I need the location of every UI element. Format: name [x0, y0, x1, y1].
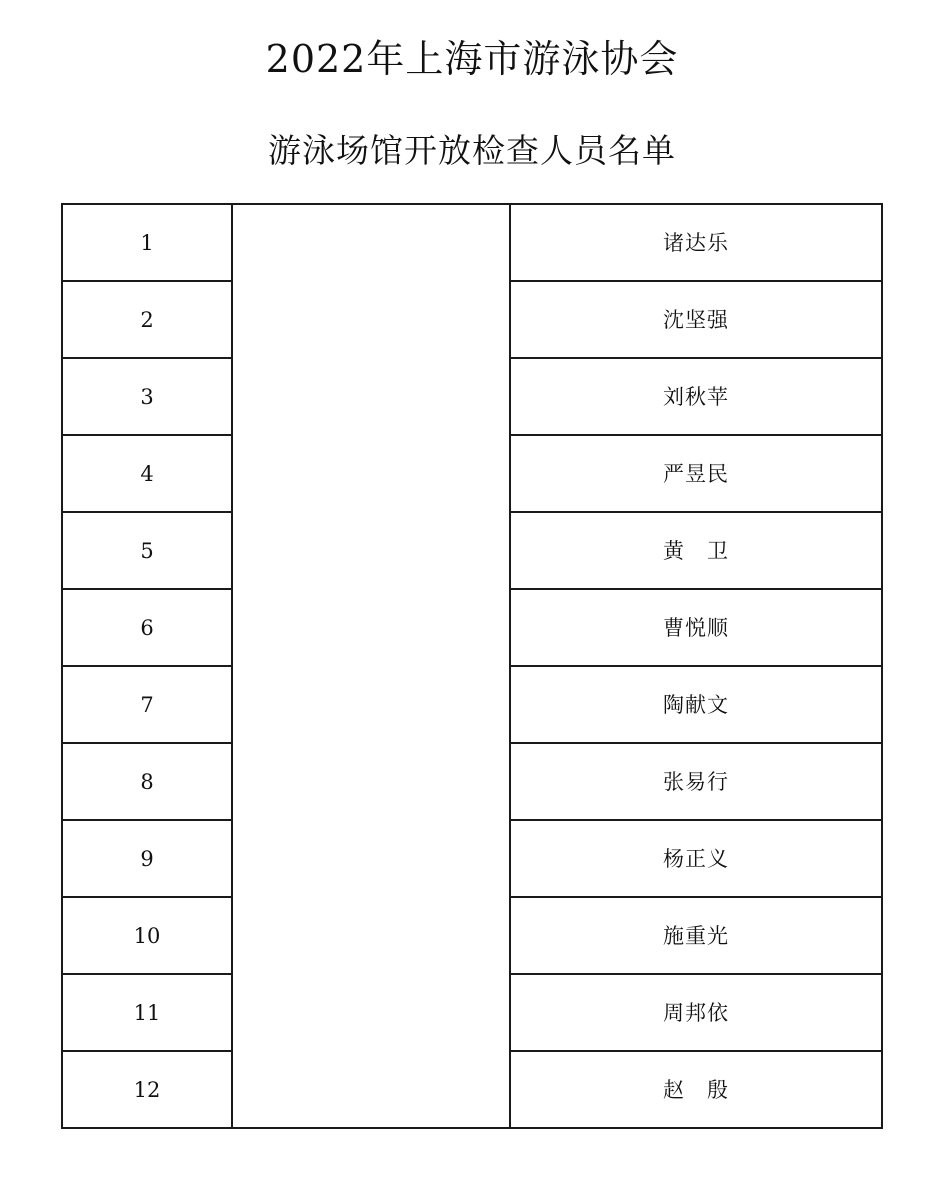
row-number: 9 [62, 820, 232, 897]
row-number: 3 [62, 358, 232, 435]
inspector-name: 严昱民 [510, 435, 882, 512]
row-number: 8 [62, 743, 232, 820]
inspector-name: 曹悦顺 [510, 589, 882, 666]
row-number: 11 [62, 974, 232, 1051]
row-number: 12 [62, 1051, 232, 1128]
inspector-name: 刘秋苹 [510, 358, 882, 435]
row-number: 2 [62, 281, 232, 358]
inspector-name: 杨正义 [510, 820, 882, 897]
inspector-name: 张易行 [510, 743, 882, 820]
row-number: 4 [62, 435, 232, 512]
row-number: 5 [62, 512, 232, 589]
table-row [62, 204, 882, 281]
inspector-name: 周邦依 [510, 974, 882, 1051]
inspector-name: 施重光 [510, 897, 882, 974]
roster-table [61, 203, 883, 1129]
row-number: 1 [62, 204, 232, 281]
document-subtitle: 游泳场馆开放检查人员名单 [268, 131, 676, 170]
row-number: 7 [62, 666, 232, 743]
document-title: 2022年上海市游泳协会 [265, 37, 679, 81]
merged-blank-cell [232, 204, 510, 1128]
row-number: 6 [62, 589, 232, 666]
inspector-name: 沈坚强 [510, 281, 882, 358]
inspector-name: 诸达乐 [510, 204, 882, 281]
inspector-name: 陶献文 [510, 666, 882, 743]
inspector-name: 赵 殷 [510, 1051, 882, 1128]
row-number: 10 [62, 897, 232, 974]
inspector-name: 黄 卫 [510, 512, 882, 589]
